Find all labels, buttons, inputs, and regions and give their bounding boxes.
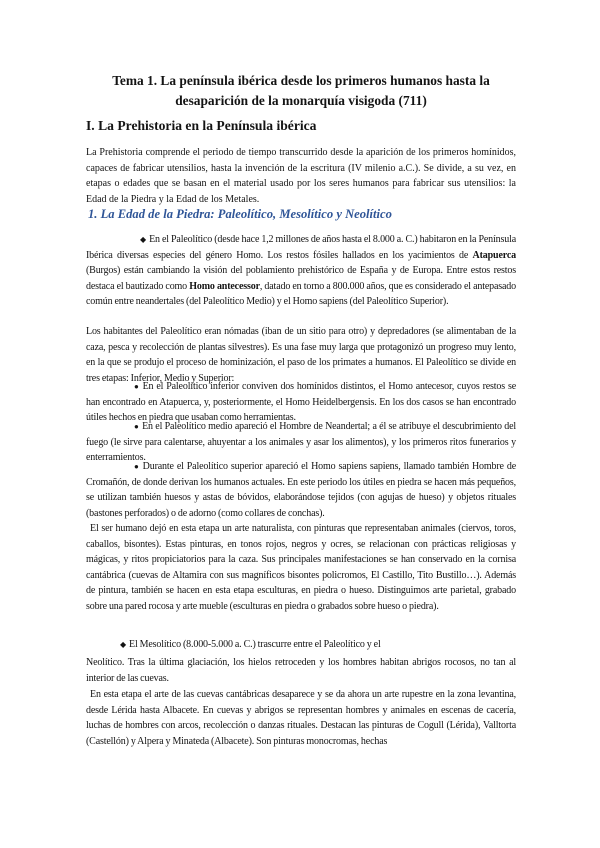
stage-text: En el Paleolítico medio apareció el Hombre de Neandertal; a él se atribuye el descubrimiento del fuego (le sirve para calentarse, ahuyentar a los animales y asar los alimentos), y los primeros ritos funerarios y enterramientos. [86, 421, 517, 464]
intro-paragraph: La Prehistoria comprende el periodo de tiempo transcurrido desde la aparición de los primeros homínidos, capaces de fabricar utensilios, hasta la invención de la escritura (IV milenio a.C.). Se divide, a su vez, en etapas o edades que se basan en el material usado por los seres humanos para fabricar sus utensilios: la Edad de la Piedra y la Edad de los Metales. [86, 147, 516, 205]
mesolithic-line-1: ◆ El Mesolítico (8.000-5.000 a. C.) trascurre entre el Paleolítico y el [120, 639, 381, 650]
paleolithic-bold-2: Homo antecessor [189, 280, 260, 292]
mesolithic-line-2: Neolítico. Tras la última glaciación, los hielos retroceden y los hombres habitan abrigos rocosos, no tan al interior de las cuevas. [86, 657, 516, 684]
round-bullet-icon: ● [134, 462, 140, 471]
document-title: Tema 1. La península ibérica desde los primeros humanos hasta la desaparición de la monarquía visigoda (711) [112, 73, 490, 108]
stage-text: En el Paleolítico inferior conviven dos homínidos distintos, el Homo antecesor, cuyos restos se han encontrado en Atapuerca, y, posteriormente, el Homo Heidelbergensis. En los dos casos se han encontrado útiles hechos en piedra que usaban como herramientas. [86, 381, 516, 424]
stage-text: Durante el Paleolítico superior apareció el Homo sapiens sapiens, llamado también Hombre de Cromañón, de donde derivan los humanos actuales. En este periodo los útiles en piedra se hacen más pequeños, se utilizan también huesos y astas de bóvidos, elaborándose tejidos (con agujas de hueso) y objetos rituales (bastones perforados) o de adorno (como collares de conchas). [86, 461, 516, 519]
section-heading: I. La Prehistoria en la Península ibérica [86, 118, 317, 133]
levantine-art-paragraph: En esta etapa el arte de las cuevas cantábricas desaparece y se da ahora un arte rupestre en la zona levantina, desde Lérida hasta Albacete. En cuevas y abrigos se representan hombres y animales en escenas de cacería, luchas de hombres con arcos, recolección o danzas rituales. Destacan las pinturas de Cogull (Lérida), Valltorta (Castellón) y Alpera y Minateda (Albacete). Son pinturas monocromas, hechas [86, 689, 516, 747]
paleolithic-text-2: (Burgos) están cambiando la visión del poblamiento prehistórico de España y de Europa. Entre estos restos destaca el bautizado como [86, 265, 516, 292]
paleolithic-text-1: En el Paleolítico (desde hace 1,2 millones de años hasta el 8.000 a. C.) habitaron en la Península Ibérica diversas especies del género Homo. Los restos fósiles hallados en los yacimientos de [86, 234, 516, 261]
art-paragraph: El ser humano dejó en esta etapa un arte naturalista, con pinturas que representaban animales (ciervos, toros, caballos, bisontes). Estas pinturas, en tonos rojos, negros y ocres, se relacionan con prácticas religiosas y mágicas, y ritos propiciatorios para la caza. Sus principales manifestaciones se han conservado en la cornisa cantábrica (cuevas de Altamira con sus magníficos bisontes policromos, El Castillo, Tito Bustillo…). Además de pintura, también se hacen en esta etapa esculturas, en piedra o hueso. Distinguimos arte parietal, grabado sobre una pared rocosa y arte mueble (esculturas en piedra o grabados sobre hueso o piedra). [86, 523, 516, 612]
diamond-bullet-icon: ◆ [140, 235, 147, 244]
diamond-bullet-icon: ◆ [120, 640, 127, 649]
stage-item [86, 459, 516, 521]
paleolithic-text-3: , datado en torno a 800.000 años, que es considerado el antepasado común entre neandertales (del Paleolítico Medio) y el Homo sapiens (del Paleolítico Superior). [86, 280, 516, 308]
inhabitants-paragraph: Los habitantes del Paleolítico eran nómadas (iban de un sitio para otro) y depredadores (se alimentaban de la caza, pesca y recolección de plantas silvestres). Es una fase muy larga que protagonizó un progreso muy lento, en la que se produjo el proceso de hominización, el paso de los primates a humanos. El Paleolítico se divide en tres etapas: Inferior, Medio y Superior: [86, 326, 516, 384]
subsection-heading: 1. La Edad de la Piedra: Paleolítico, Mesolítico y Neolítico [88, 207, 392, 221]
round-bullet-icon: ● [134, 382, 140, 391]
paleolithic-bold-1: Atapuerca [472, 249, 516, 261]
round-bullet-icon: ● [134, 422, 140, 431]
paleolithic-paragraph [86, 232, 516, 310]
